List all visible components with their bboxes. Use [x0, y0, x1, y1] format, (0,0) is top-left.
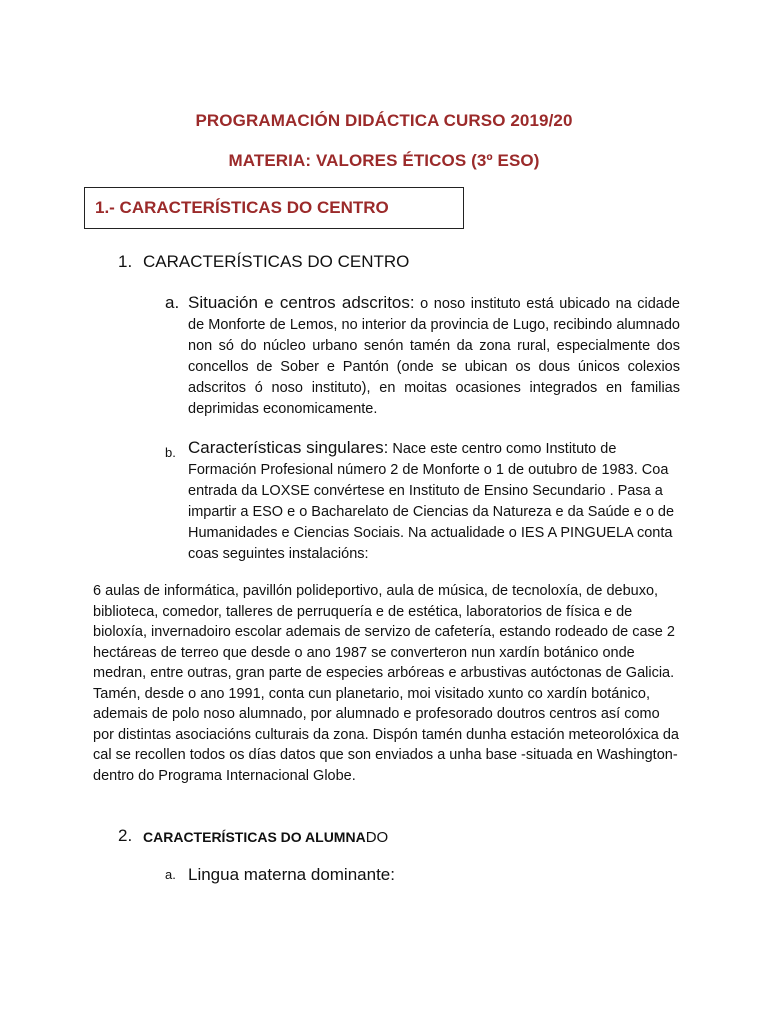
list-item-text: Nace este centro como Instituto de Formación Profesional número 2 de Monforte o 1 de outubro de 1983. Coa entrada da LOXSE convértese en Instituto de Ensino Secundario . Pasa a impartir a ESO e o Bacharelato de Ciencias da Natureza e da Saúde e o de Humanidades e Ciencias Sociais. Na actualidade o IES A PINGUELA conta coas seguintes instalacións:	[188, 441, 675, 562]
list-item-lead: Características singulares:	[188, 438, 389, 457]
section-heading-box	[84, 187, 464, 229]
document-page: PROGRAMACIÓN DIDÁCTICA CURSO 2019/20 MATERIA: VALORES ÉTICOS (3º ESO) 1.- CARACTERÍSTICAS DO CENTRO 1. CARACTERÍSTICAS DO CENTRO a. Situación e centros adscritos: o noso instituto está ubicado na cidade de Monforte de Lemos, no interior da provincia de Lugo, recibindo alumnado non só do núcleo urbano senón tamén da zona rural, especialmente dos concellos de Sober e Pantón (onde se ubican os dous únicos colexios adscritos ó noso instituto), en moitas ocasiones integrados en familias deprimidas economicamente. b. Características singulares: Nace este centro como Instituto de Formación Profesional número 2 de Monforte o 1 de outubro de 1983. Coa entrada da LOXSE convértese en Instituto de Ensino Secundario . Pasa a impartir a ESO e o Bacharelato de Ciencias da Natureza e da Saúde e o de Humanidades e Ciencias Sociais. Na actualidade o IES A PINGUELA conta coas seguintes instalacións: 6 aulas de informática, pavillón polideportivo, aula de música, de tecnoloxía, de debuxo, biblioteca, comedor, talleres de perruquería e de estética, laboratorios de física e de bioloxía, invernadoiro escolar ademais de servizo de cafetería, estando rodeado de case 2 hectáreas de terreo que desde o ano 1987 se converteron nun xardín botánico onde medran, entre outras, gran parte de especies arbóreas e arbustivas autóctonas de Galicia. Tamén, desde o ano 1991, conta cun planetario, moi visitado xunto co xardín botánico, ademais de polo noso alumnado, por alumnado e profesorado doutros centros así como por distintas asociacións culturais da zona. Dispón tamén dunha estación meteorolóxica da cal se recollen todos os días datos que son enviados a unha base -situada en Washington- dentro do Programa Internacional Globe. 2. CARACTERÍSTICAS DO ALUMNADO a. Lingua materna dominante:	[0, 0, 768, 1024]
section-heading-label: 1.- CARACTERÍSTICAS DO CENTRO	[95, 198, 389, 217]
list-heading-1	[118, 252, 410, 272]
page-title: PROGRAMACIÓN DIDÁCTICA CURSO 2019/20	[195, 111, 573, 130]
list-item-text: Lingua materna dominante:	[188, 865, 395, 884]
list-number: 2.	[118, 826, 133, 845]
page-subtitle: MATERIA: VALORES ÉTICOS (3º ESO)	[228, 151, 540, 170]
list-heading-2	[118, 826, 389, 846]
list-item-text: o noso instituto está ubicado na cidade de Monforte de Lemos, no interior da provincia de Lugo, recibindo alumnado non só do núcleo urbano senón tamén da zona rural, especialmente dos concellos de Sober e Pantón (onde se ubican os dous únicos colexios adscritos ó noso instituto), en moitas ocasiones integrados en familias deprimidas economicamente.	[188, 296, 681, 417]
list-heading-label: CARACTERÍSTICAS DO ALUMNADO	[143, 829, 389, 846]
list-item-b	[188, 437, 680, 565]
list-number: 1.	[118, 252, 133, 271]
list-item-c	[165, 865, 395, 884]
list-item-a	[188, 292, 680, 420]
list-heading-label: CARACTERÍSTICAS DO CENTRO	[143, 252, 410, 271]
body-paragraph: 6 aulas de informática, pavillón polideportivo, aula de música, de tecnoloxía, de debuxo, biblioteca, comedor, talleres de perruquería e de estética, laboratorios de física e de bioloxía, invernadoiro escolar ademais de servizo de cafetería, estando rodeado de case 2 hectáreas de terreo que desde o ano 1987 se converteron nun xardín botánico onde medran, entre outras, gran parte de especies arbóreas e arbustivas autóctonas de Galicia. Tamén, desde o ano 1991, conta cun planetario, moi visitado xunto co xardín botánico, ademais de polo noso alumnado, por alumnado e profesorado doutros centros así como por distintas asociacións culturais da zona. Dispón tamén dunha estación meteorolóxica da cal se recollen todos os días datos que son enviados a unha base -situada en Washington- dentro do Programa Internacional Globe.	[93, 583, 679, 784]
list-item-lead: Situación e centros adscritos:	[188, 293, 415, 312]
list-item-marker: a.	[165, 867, 176, 882]
